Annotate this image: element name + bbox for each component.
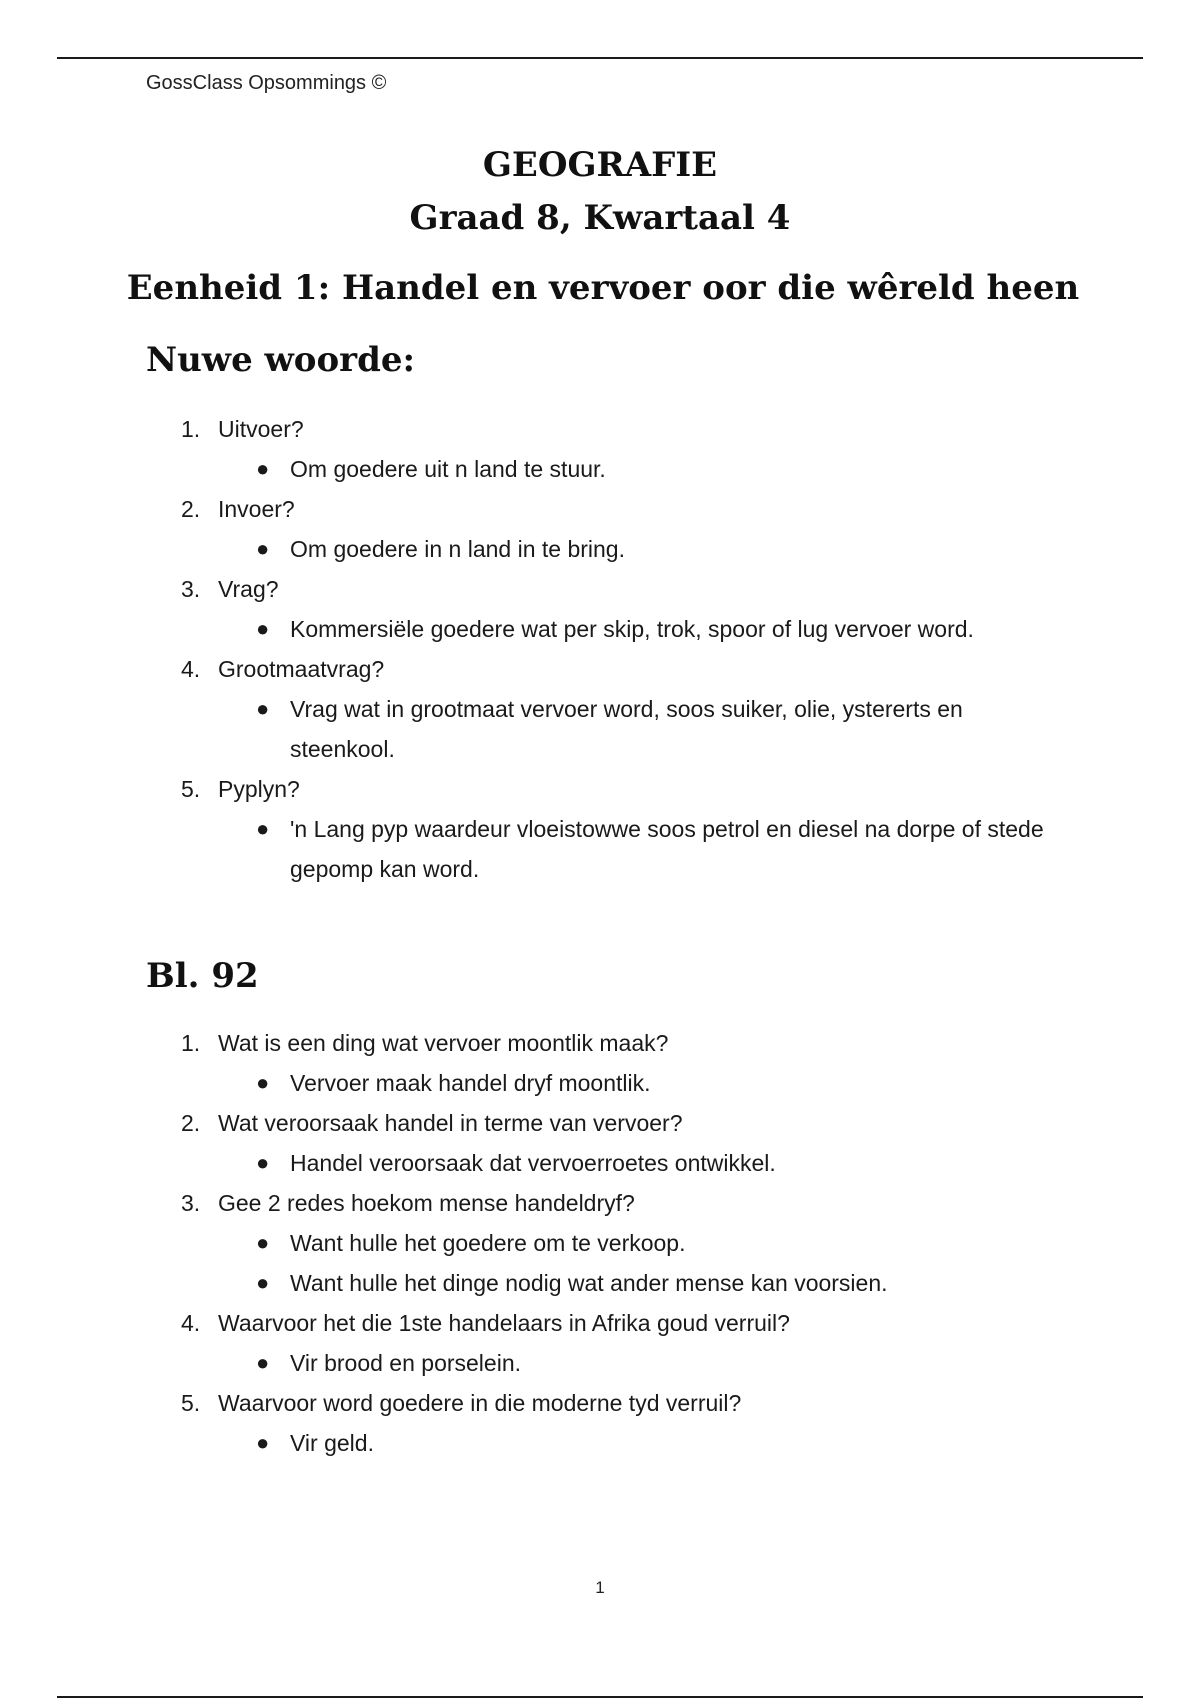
question-number: 3.	[181, 576, 201, 602]
questions-list	[146, 1023, 1066, 1463]
bullet-icon: ●	[256, 1430, 270, 1455]
answer	[146, 609, 1066, 649]
bullet-icon: ●	[256, 536, 270, 561]
vocabulary-list	[146, 409, 1066, 889]
question-number: 5.	[181, 1390, 201, 1416]
answer-text: Kommersiële goedere wat per skip, trok, spoor of lug vervoer word.	[290, 616, 974, 642]
answer	[146, 689, 1066, 769]
answer	[146, 809, 1066, 889]
list-item	[146, 1103, 1066, 1183]
answer-text: Vervoer maak handel dryf moontlik.	[290, 1070, 651, 1096]
bullet-icon: ●	[256, 1350, 270, 1375]
bullet-icon: ●	[256, 1070, 270, 1095]
bullet-icon: ●	[256, 1230, 270, 1255]
question	[146, 1383, 1066, 1423]
question-number: 2.	[181, 496, 201, 522]
question-number: 4.	[181, 656, 201, 682]
list-item	[146, 569, 1066, 649]
answer-list	[146, 609, 1066, 649]
bullet-icon: ●	[256, 696, 270, 721]
answer-list	[146, 1343, 1066, 1383]
question	[146, 769, 1066, 809]
answer-list	[146, 689, 1066, 769]
answer-text: Vrag wat in grootmaat vervoer word, soos suiker, olie, ystererts en steenkool.	[290, 696, 963, 762]
question-number: 3.	[181, 1190, 201, 1216]
answer	[146, 1063, 1066, 1103]
question-number: 4.	[181, 1310, 201, 1336]
question-text: Wat is een ding wat vervoer moontlik maak?	[218, 1030, 669, 1056]
answer-text: Want hulle het goedere om te verkoop.	[290, 1230, 686, 1256]
list-item	[146, 769, 1066, 889]
unit-title: Eenheid 1: Handel en vervoer oor die wêreld heen	[126, 268, 1080, 308]
answer	[146, 1343, 1066, 1383]
question-text: Waarvoor het die 1ste handelaars in Afrika goud verruil?	[218, 1310, 790, 1336]
answer-text: Om goedere uit n land te stuur.	[290, 456, 606, 482]
question	[146, 489, 1066, 529]
question-text: Uitvoer?	[218, 416, 304, 442]
answer	[146, 529, 1066, 569]
answer	[146, 1143, 1066, 1183]
question-text: Gee 2 redes hoekom mense handeldryf?	[218, 1190, 635, 1216]
header-rule	[57, 57, 1143, 59]
bullet-icon: ●	[256, 1150, 270, 1175]
question	[146, 1023, 1066, 1063]
bullet-icon: ●	[256, 616, 270, 641]
question	[146, 1103, 1066, 1143]
answer-list	[146, 1143, 1066, 1183]
bullet-icon: ●	[256, 816, 270, 841]
question-text: Invoer?	[218, 496, 295, 522]
list-item	[146, 649, 1066, 769]
question	[146, 1303, 1066, 1343]
question-number: 2.	[181, 1110, 201, 1136]
header-note: GossClass Opsommings ©	[146, 72, 387, 94]
answer-list	[146, 809, 1066, 889]
section-heading-nuwe-woorde: Nuwe woorde:	[146, 340, 416, 380]
question	[146, 569, 1066, 609]
answer-list	[146, 449, 1066, 489]
question-text: Pyplyn?	[218, 776, 300, 802]
answer-text: Om goedere in n land in te bring.	[290, 536, 625, 562]
question-text: Grootmaatvrag?	[218, 656, 385, 682]
answer	[146, 1263, 1066, 1303]
answer-text: 'n Lang pyp waardeur vloeistowwe soos petrol en diesel na dorpe of stede gepomp kan word.	[290, 816, 1044, 882]
bullet-icon: ●	[256, 456, 270, 481]
list-item	[146, 1383, 1066, 1463]
answer-list	[146, 1223, 1066, 1303]
section-heading-bl-92: Bl. 92	[146, 956, 259, 996]
question-number: 1.	[181, 1030, 201, 1056]
list-item	[146, 409, 1066, 489]
answer	[146, 1423, 1066, 1463]
footer-rule	[57, 1696, 1143, 1698]
answer	[146, 1223, 1066, 1263]
answer-list	[146, 1423, 1066, 1463]
page-number: 1	[595, 1578, 605, 1597]
question-text: Waarvoor word goedere in die moderne tyd verruil?	[218, 1390, 742, 1416]
question	[146, 649, 1066, 689]
answer-text: Want hulle het dinge nodig wat ander mense kan voorsien.	[290, 1270, 888, 1296]
question	[146, 1183, 1066, 1223]
answer	[146, 449, 1066, 489]
bullet-icon: ●	[256, 1270, 270, 1295]
question-text: Vrag?	[218, 576, 279, 602]
answer-text: Vir geld.	[290, 1430, 374, 1456]
list-item	[146, 1023, 1066, 1103]
answer-list	[146, 529, 1066, 569]
question-number: 1.	[181, 416, 201, 442]
list-item	[146, 489, 1066, 569]
answer-text: Handel veroorsaak dat vervoerroetes ontwikkel.	[290, 1150, 776, 1176]
grade-term-title: Graad 8, Kwartaal 4	[409, 198, 791, 238]
list-item	[146, 1303, 1066, 1383]
answer-text: Vir brood en porselein.	[290, 1350, 521, 1376]
subject-title: GEOGRAFIE	[482, 145, 718, 185]
list-item	[146, 1183, 1066, 1303]
question-number: 5.	[181, 776, 201, 802]
question-text: Wat veroorsaak handel in terme van vervoer?	[218, 1110, 683, 1136]
question	[146, 409, 1066, 449]
answer-list	[146, 1063, 1066, 1103]
